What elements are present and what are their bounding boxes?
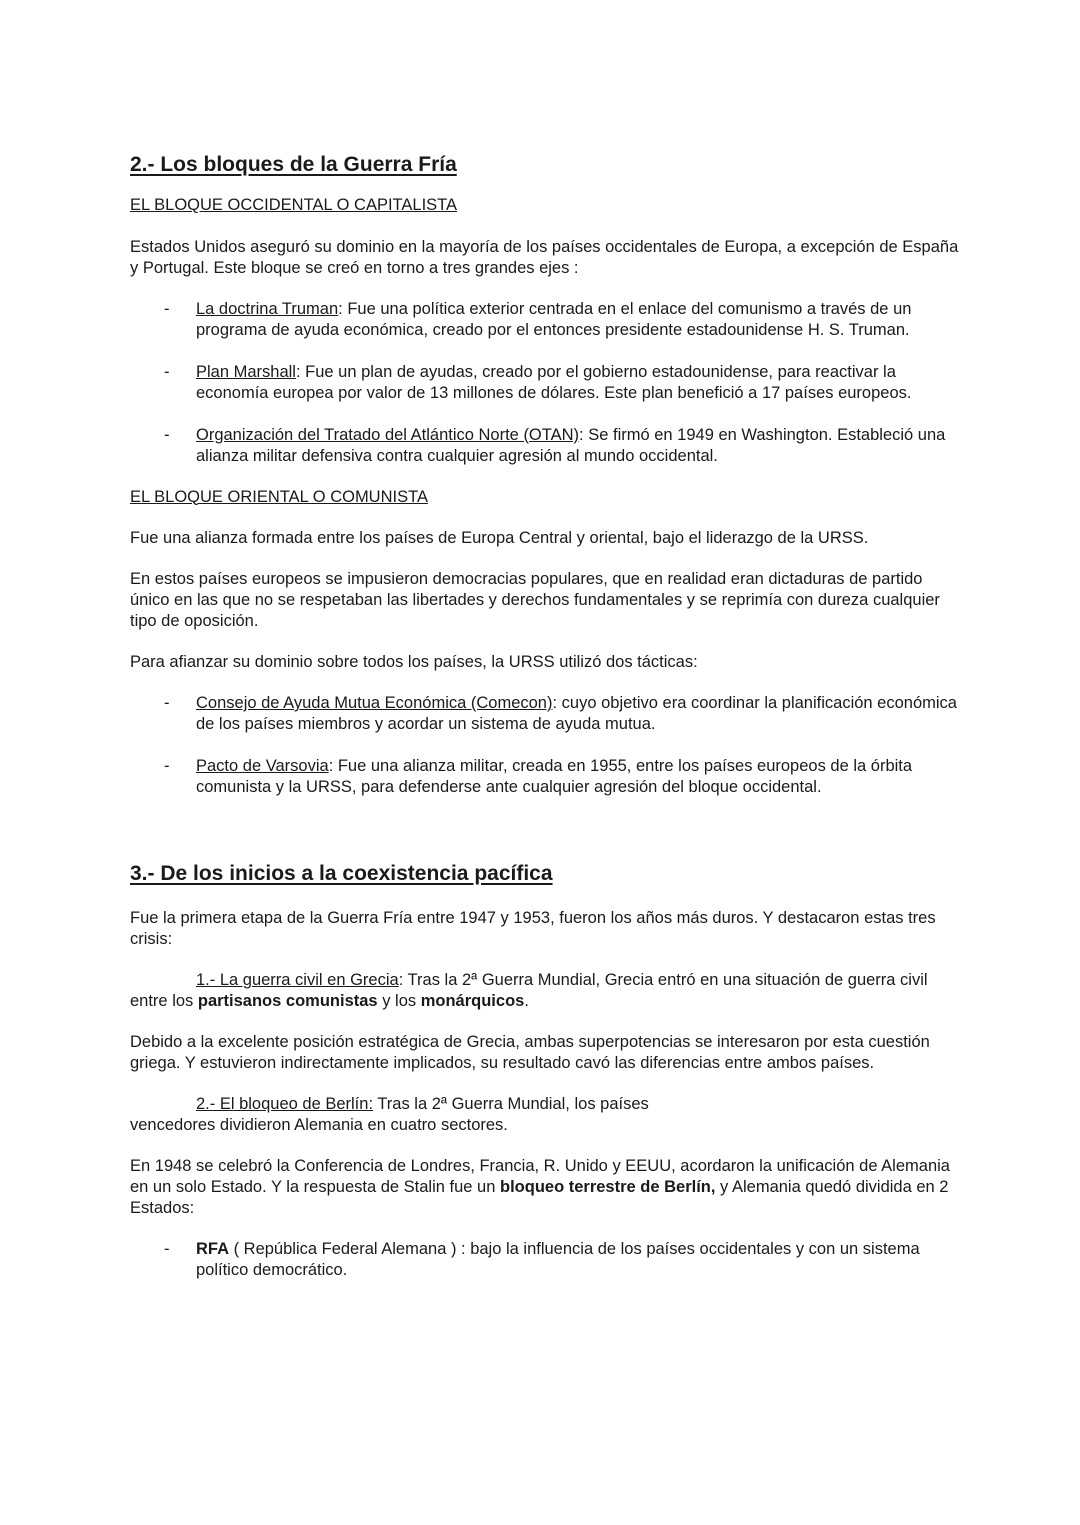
occidental-axes-list <box>130 299 960 467</box>
list-item-marshall <box>130 362 960 404</box>
term-berlin: 2.- El bloqueo de Berlín: <box>196 1095 374 1114</box>
oriental-p1: Fue una alianza formada entre los países de Europa Central y oriental, bajo el liderazgo de la URSS. <box>130 529 869 548</box>
germany-states-list <box>130 1239 960 1281</box>
desc-rfa: ( República Federal Alemana ) : bajo la influencia de los países occidentales y con un sistema político democrático. <box>196 1240 920 1280</box>
list-item-varsovia <box>130 756 960 798</box>
crisis-berlin <box>130 1094 960 1136</box>
list-item-otan <box>130 425 960 467</box>
berlin-p-text-a: En 1948 se celebró la Conferencia de Londres, Francia, R. Unido y EEUU, acordaron la unificación de Alemania en un solo Estado. Y la respuesta de Stalin fue un <box>130 1157 950 1197</box>
document-page <box>130 152 960 1301</box>
oriental-tactics-list <box>130 693 960 798</box>
oriental-p2: En estos países europeos se impusieron democracias populares, que en realidad eran dictaduras de partido único en las que no se respetaban las libertades y derechos fundamentales y se reprimía con dureza cualquier tipo de oposición. <box>130 570 940 631</box>
list-item-comecon <box>130 693 960 735</box>
grecia-text-a: : Tras la 2ª Guerra Mundial, Grecia entró en una situación de guerra civil entre los <box>130 971 928 1011</box>
berlin-paragraph <box>130 1156 960 1219</box>
list-item-truman <box>130 299 960 341</box>
oriental-p3: Para afianzar su dominio sobre todos los países, la URSS utilizó dos tácticas: <box>130 653 698 672</box>
grecia-bold-b: monárquicos <box>420 992 525 1011</box>
grecia-bold-a: partisanos comunistas <box>197 992 378 1011</box>
term-grecia: 1.- La guerra civil en Grecia <box>196 971 399 990</box>
oriental-bloc-heading: EL BLOQUE ORIENTAL O COMUNISTA <box>130 487 428 506</box>
term-varsovia: Pacto de Varsovia <box>196 757 329 776</box>
berlin-p-bold: bloqueo terrestre de Berlín, <box>500 1178 716 1197</box>
occidental-intro: Estados Unidos aseguró su dominio en la mayoría de los países occidentales de Europa, a excepción de España y Portugal. Este bloque se creó en torno a tres grandes ejes : <box>130 237 959 277</box>
occidental-bloc-heading: EL BLOQUE OCCIDENTAL O CAPITALISTA <box>130 196 458 215</box>
term-marshall: Plan Marshall <box>196 362 296 381</box>
term-comecon: Consejo de Ayuda Mutua Económica (Comecon) <box>196 694 553 713</box>
section-3-title: 3.- De los inicios a la coexistencia pacífica <box>130 862 553 886</box>
term-otan: Organización del Tratado del Atlántico Norte (OTAN) <box>196 425 580 444</box>
list-item-rfa <box>130 1239 960 1281</box>
grecia-text-c: . <box>524 992 529 1011</box>
section-2-title: 2.- Los bloques de la Guerra Fría <box>130 153 457 176</box>
desc-truman: : Fue una política exterior centrada en el enlace del comunismo a través de un programa de ayuda económica, creado por el entonces presidente estadounidense H. S. Truman. <box>196 299 912 339</box>
berlin-p-text-b: y Alemania quedó dividida en 2 Estados: <box>130 1178 949 1218</box>
desc-comecon: : cuyo objetivo era coordinar la planificación económica de los países miembros y acordar un sistema de ayuda mutua. <box>196 694 957 734</box>
grecia-paragraph: Debido a la excelente posición estratégica de Grecia, ambas superpotencias se interesaron por esta cuestión griega. Y estuvieron indirectamente implicados, su resultado cavó las diferencias entre ambos países. <box>130 1033 930 1073</box>
desc-otan: : Se firmó en 1949 en Washington. Estableció una alianza militar defensiva contra cualquier agresión al mundo occidental. <box>196 425 946 465</box>
desc-varsovia: : Fue una alianza militar, creada en 1955, entre los países europeos de la órbita comunista y la URSS, para defenderse ante cualquier agresión del bloque occidental. <box>196 757 913 797</box>
term-rfa: RFA <box>196 1240 229 1259</box>
term-truman: La doctrina Truman <box>196 299 339 318</box>
crisis-grecia <box>130 970 960 1012</box>
desc-marshall: : Fue un plan de ayudas, creado por el gobierno estadounidense, para reactivar la economía europea por valor de 13 millones de dólares. Este plan benefició a 17 países europeos. <box>196 362 912 402</box>
grecia-text-b: y los <box>377 992 421 1011</box>
section-3-intro: Fue la primera etapa de la Guerra Fría entre 1947 y 1953, fueron los años más duros. Y destacaron estas tres crisis: <box>130 909 936 949</box>
berlin-text-a: Tras la 2ª Guerra Mundial, los países <box>373 1095 649 1114</box>
berlin-text-b: vencedores dividieron Alemania en cuatro sectores. <box>130 1116 508 1135</box>
